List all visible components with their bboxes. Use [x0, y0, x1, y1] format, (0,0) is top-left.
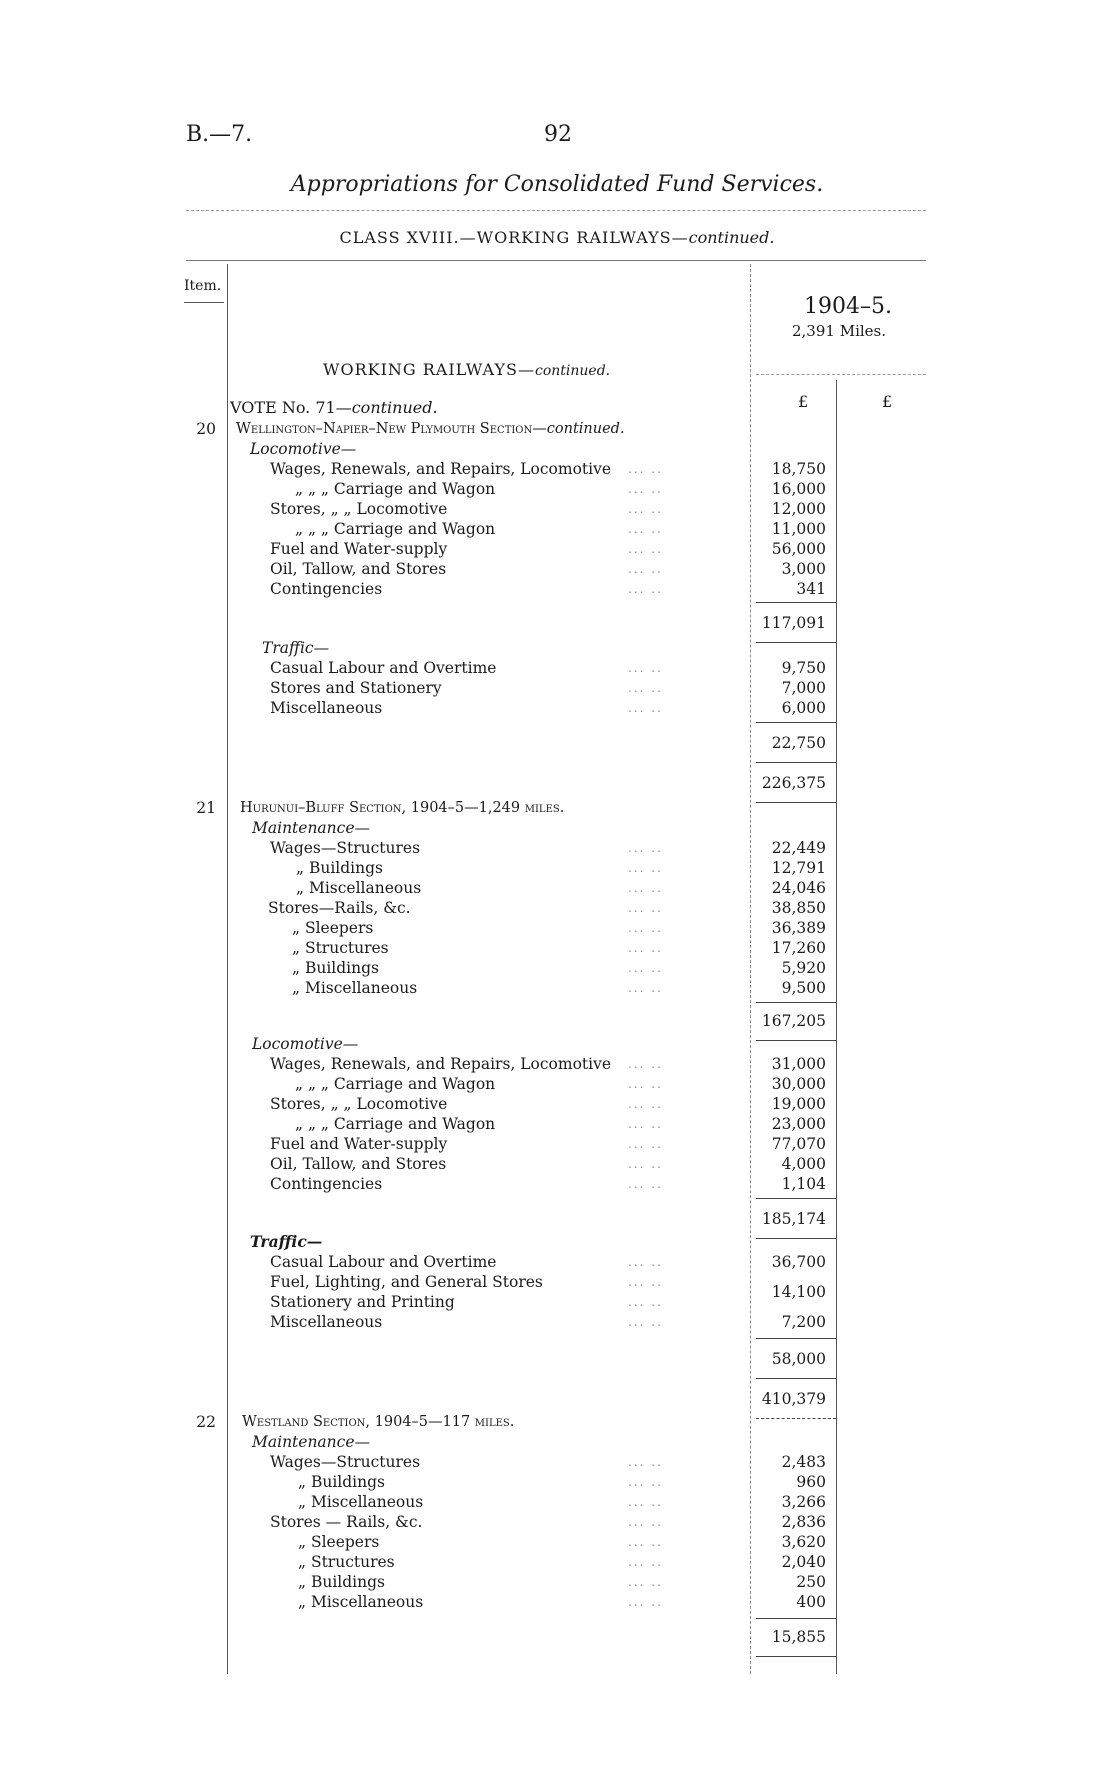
line-value: 6,000 — [781, 699, 826, 717]
leader-dots: ... .. — [628, 482, 663, 496]
line-value: 24,046 — [771, 879, 826, 897]
leader-dots: ... .. — [628, 1137, 663, 1151]
line-label: Oil, Tallow, and Stores — [270, 1155, 447, 1173]
leader-dots: ... .. — [628, 961, 663, 975]
section-title-text: WORKING RAILWAYS— — [323, 360, 535, 379]
line-item — [0, 1074, 1114, 1094]
item-number: 21 — [196, 799, 216, 817]
line-item — [0, 539, 1114, 559]
subheading-row — [0, 439, 1114, 459]
line-label: „ „ „ Carriage and Wagon — [295, 1075, 496, 1093]
subheading: Traffic— — [262, 639, 330, 657]
subtotal: 22,750 — [771, 734, 826, 752]
year-header: 1904–5. — [804, 294, 892, 319]
leader-dots: ... .. — [628, 502, 663, 516]
line-label: Stores and Stationery — [270, 679, 442, 697]
subheading-row — [0, 818, 1114, 838]
subheading: Locomotive— — [250, 440, 357, 458]
line-value: 2,040 — [781, 1553, 826, 1571]
class-heading-cont: continued. — [688, 228, 775, 247]
leader-dots: ... .. — [628, 582, 663, 596]
line-value: 250 — [796, 1573, 826, 1591]
currency-symbol-1: £ — [798, 392, 809, 411]
line-label: Fuel and Water-supply — [270, 1135, 448, 1153]
divider — [756, 1338, 836, 1339]
subheading-row — [0, 1432, 1114, 1452]
line-label: „ Miscellaneous — [296, 879, 422, 897]
line-value: 22,449 — [771, 839, 826, 857]
item-22-heading-row — [0, 1412, 1114, 1432]
line-value: 1,104 — [781, 1175, 826, 1193]
line-label: „ Buildings — [296, 859, 383, 877]
leader-dots: ... .. — [628, 981, 663, 995]
leader-dots: ... .. — [628, 921, 663, 935]
line-value: 3,000 — [781, 560, 826, 578]
line-label: Casual Labour and Overtime — [270, 659, 497, 677]
line-value: 18,750 — [771, 460, 826, 478]
currency-symbol-2: £ — [882, 392, 893, 411]
miles-header: 2,391 Miles. — [792, 322, 887, 340]
line-label: Stores—Rails, &c. — [268, 899, 411, 917]
vote-line-cont: continued. — [351, 398, 438, 417]
divider — [756, 374, 926, 375]
leader-dots: ... .. — [628, 1097, 663, 1111]
line-item — [0, 958, 1114, 978]
leader-dots: ... .. — [628, 841, 663, 855]
line-label: „ Buildings — [298, 1473, 385, 1491]
divider — [756, 602, 836, 603]
line-item — [0, 459, 1114, 479]
line-label: „ „ „ Carriage and Wagon — [295, 480, 496, 498]
section-total: 226,375 — [761, 774, 826, 792]
line-label: Stores, „ „ Locomotive — [270, 500, 448, 518]
subtotal: 167,205 — [761, 1012, 826, 1030]
subheading-row — [0, 638, 1114, 658]
line-item — [0, 658, 1114, 678]
leader-dots: ... .. — [628, 881, 663, 895]
leader-dots: ... .. — [628, 1495, 663, 1509]
subheading-row — [0, 1232, 1114, 1252]
line-item — [0, 519, 1114, 539]
line-item — [0, 918, 1114, 938]
line-label: Stationery and Printing — [270, 1293, 455, 1311]
subheading-row — [0, 1034, 1114, 1054]
line-item — [0, 1552, 1114, 1572]
item-column-header: Item. — [184, 278, 222, 294]
line-label: „ Structures — [298, 1553, 395, 1571]
leader-dots: ... .. — [628, 1575, 663, 1589]
line-item — [0, 1154, 1114, 1174]
item-number: 20 — [196, 420, 216, 438]
leader-dots: ... .. — [628, 1455, 663, 1469]
line-value: 36,700 — [771, 1253, 826, 1271]
leader-dots: ... .. — [628, 1315, 663, 1329]
vote-line — [230, 398, 438, 417]
subtotal: 58,000 — [771, 1350, 826, 1368]
item-number: 22 — [196, 1413, 216, 1431]
leader-dots: ... .. — [628, 522, 663, 536]
line-item — [0, 698, 1114, 718]
line-label: „ Buildings — [298, 1573, 385, 1591]
line-label: Wages, Renewals, and Repairs, Locomotive — [270, 460, 612, 478]
line-item — [0, 559, 1114, 579]
leader-dots: ... .. — [628, 661, 663, 675]
section-name-text: Wellington–Napier–New Plymouth Section— — [236, 421, 547, 437]
line-value: 19,000 — [771, 1095, 826, 1113]
line-label: Miscellaneous — [270, 699, 383, 717]
divider — [186, 260, 926, 261]
leader-dots: ... .. — [628, 1057, 663, 1071]
subheading: Traffic— — [250, 1232, 323, 1251]
line-label: „ Structures — [292, 939, 389, 957]
divider — [186, 210, 926, 211]
page-number: 92 — [544, 122, 572, 147]
line-value: 77,070 — [771, 1135, 826, 1153]
divider — [756, 1002, 836, 1003]
line-item — [0, 898, 1114, 918]
divider — [756, 722, 836, 723]
line-item — [0, 838, 1114, 858]
divider — [756, 1656, 836, 1657]
line-label: Wages—Structures — [270, 839, 421, 857]
line-label: Wages, Renewals, and Repairs, Locomotive — [270, 1055, 612, 1073]
line-value: 12,000 — [771, 500, 826, 518]
line-item — [0, 1094, 1114, 1114]
leader-dots: ... .. — [628, 901, 663, 915]
document-ref: B.—7. — [186, 122, 253, 147]
line-label: Stores — Rails, &c. — [270, 1513, 423, 1531]
line-label: Contingencies — [270, 1175, 383, 1193]
line-label: Wages—Structures — [270, 1453, 421, 1471]
line-value: 23,000 — [771, 1115, 826, 1133]
item-20-heading-row — [0, 419, 1114, 439]
line-value: 2,483 — [781, 1453, 826, 1471]
line-item — [0, 678, 1114, 698]
line-label: Fuel and Water-supply — [270, 540, 448, 558]
line-item — [0, 1252, 1114, 1272]
line-item — [0, 1512, 1114, 1532]
line-value: 7,200 — [781, 1313, 826, 1331]
line-label: Miscellaneous — [270, 1313, 383, 1331]
line-item — [0, 978, 1114, 998]
line-value: 9,750 — [781, 659, 826, 677]
line-item — [0, 1292, 1114, 1312]
line-item — [0, 1592, 1114, 1612]
leader-dots: ... .. — [628, 562, 663, 576]
line-label: Casual Labour and Overtime — [270, 1253, 497, 1271]
leader-dots: ... .. — [628, 462, 663, 476]
leader-dots: ... .. — [628, 1177, 663, 1191]
line-value: 9,500 — [781, 979, 826, 997]
leader-dots: ... .. — [628, 1515, 663, 1529]
line-value: 11,000 — [771, 520, 826, 538]
line-label: „ Sleepers — [292, 919, 374, 937]
line-value: 3,266 — [781, 1493, 826, 1511]
line-label: „ „ „ Carriage and Wagon — [295, 1115, 496, 1133]
leader-dots: ... .. — [628, 1077, 663, 1091]
subtotal: 117,091 — [761, 614, 826, 632]
leader-dots: ... .. — [628, 1275, 663, 1289]
line-value: 56,000 — [771, 540, 826, 558]
class-heading-text: CLASS XVIII.—WORKING RAILWAYS— — [339, 228, 689, 247]
line-item — [0, 858, 1114, 878]
line-value: 17,260 — [771, 939, 826, 957]
line-label: Fuel, Lighting, and General Stores — [270, 1273, 543, 1291]
line-value: 2,836 — [781, 1513, 826, 1531]
line-item — [0, 479, 1114, 499]
line-value: 7,000 — [781, 679, 826, 697]
section-title — [323, 360, 610, 379]
line-value: 341 — [796, 580, 826, 598]
leader-dots: ... .. — [628, 1555, 663, 1569]
line-item — [0, 1492, 1114, 1512]
divider — [756, 762, 836, 763]
line-value: 31,000 — [771, 1055, 826, 1073]
class-heading — [0, 228, 1114, 247]
vote-line-text: VOTE No. 71— — [230, 398, 352, 417]
page-title: Appropriations for Consolidated Fund Services. — [290, 172, 824, 197]
leader-dots: ... .. — [628, 1295, 663, 1309]
line-value: 30,000 — [771, 1075, 826, 1093]
section-name-cont: continued. — [546, 421, 625, 437]
divider — [756, 1618, 836, 1619]
line-label: Contingencies — [270, 580, 383, 598]
line-item — [0, 1174, 1114, 1194]
leader-dots: ... .. — [628, 1157, 663, 1171]
line-label: „ Buildings — [292, 959, 379, 977]
divider — [184, 302, 224, 303]
subheading: Locomotive— — [252, 1035, 359, 1053]
line-value: 14,100 — [771, 1283, 826, 1301]
line-item — [0, 1114, 1114, 1134]
line-item — [0, 1532, 1114, 1552]
line-label: „ „ „ Carriage and Wagon — [295, 520, 496, 538]
line-label: „ Sleepers — [298, 1533, 380, 1551]
leader-dots: ... .. — [628, 1117, 663, 1131]
line-item — [0, 499, 1114, 519]
subheading: Maintenance— — [252, 1433, 371, 1451]
subtotal: 15,855 — [771, 1628, 826, 1646]
leader-dots: ... .. — [628, 681, 663, 695]
leader-dots: ... .. — [628, 701, 663, 715]
section-title-cont: continued. — [534, 363, 611, 379]
line-value: 960 — [796, 1473, 826, 1491]
section-total: 410,379 — [761, 1390, 826, 1408]
line-value: 3,620 — [781, 1533, 826, 1551]
line-item — [0, 1572, 1114, 1592]
line-value: 36,389 — [771, 919, 826, 937]
line-value: 12,791 — [771, 859, 826, 877]
line-label: „ Miscellaneous — [292, 979, 418, 997]
line-value: 400 — [796, 1593, 826, 1611]
line-item — [0, 579, 1114, 599]
line-value: 4,000 — [781, 1155, 826, 1173]
divider — [756, 1378, 836, 1379]
section-name — [236, 419, 625, 439]
leader-dots: ... .. — [628, 1595, 663, 1609]
section-name: Hurunui–Bluff Section, 1904–5—1,249 miles. — [240, 800, 565, 816]
leader-dots: ... .. — [628, 1475, 663, 1489]
line-item — [0, 878, 1114, 898]
leader-dots: ... .. — [628, 941, 663, 955]
divider — [756, 1198, 836, 1199]
line-value: 5,920 — [781, 959, 826, 977]
line-label: Oil, Tallow, and Stores — [270, 560, 447, 578]
line-item — [0, 1472, 1114, 1492]
subheading: Maintenance— — [252, 819, 371, 837]
line-item — [0, 1054, 1114, 1074]
line-value: 16,000 — [771, 480, 826, 498]
leader-dots: ... .. — [628, 861, 663, 875]
leader-dots: ... .. — [628, 1535, 663, 1549]
item-21-heading-row — [0, 798, 1114, 818]
line-item — [0, 1452, 1114, 1472]
leader-dots: ... .. — [628, 542, 663, 556]
line-item — [0, 1134, 1114, 1154]
subtotal: 185,174 — [761, 1210, 826, 1228]
line-label: Stores, „ „ Locomotive — [270, 1095, 448, 1113]
line-item — [0, 1312, 1114, 1332]
line-item — [0, 938, 1114, 958]
section-name: Westland Section, 1904–5—117 miles. — [242, 1414, 515, 1430]
line-label: „ Miscellaneous — [298, 1493, 424, 1511]
line-label: „ Miscellaneous — [298, 1593, 424, 1611]
leader-dots: ... .. — [628, 1255, 663, 1269]
line-value: 38,850 — [771, 899, 826, 917]
